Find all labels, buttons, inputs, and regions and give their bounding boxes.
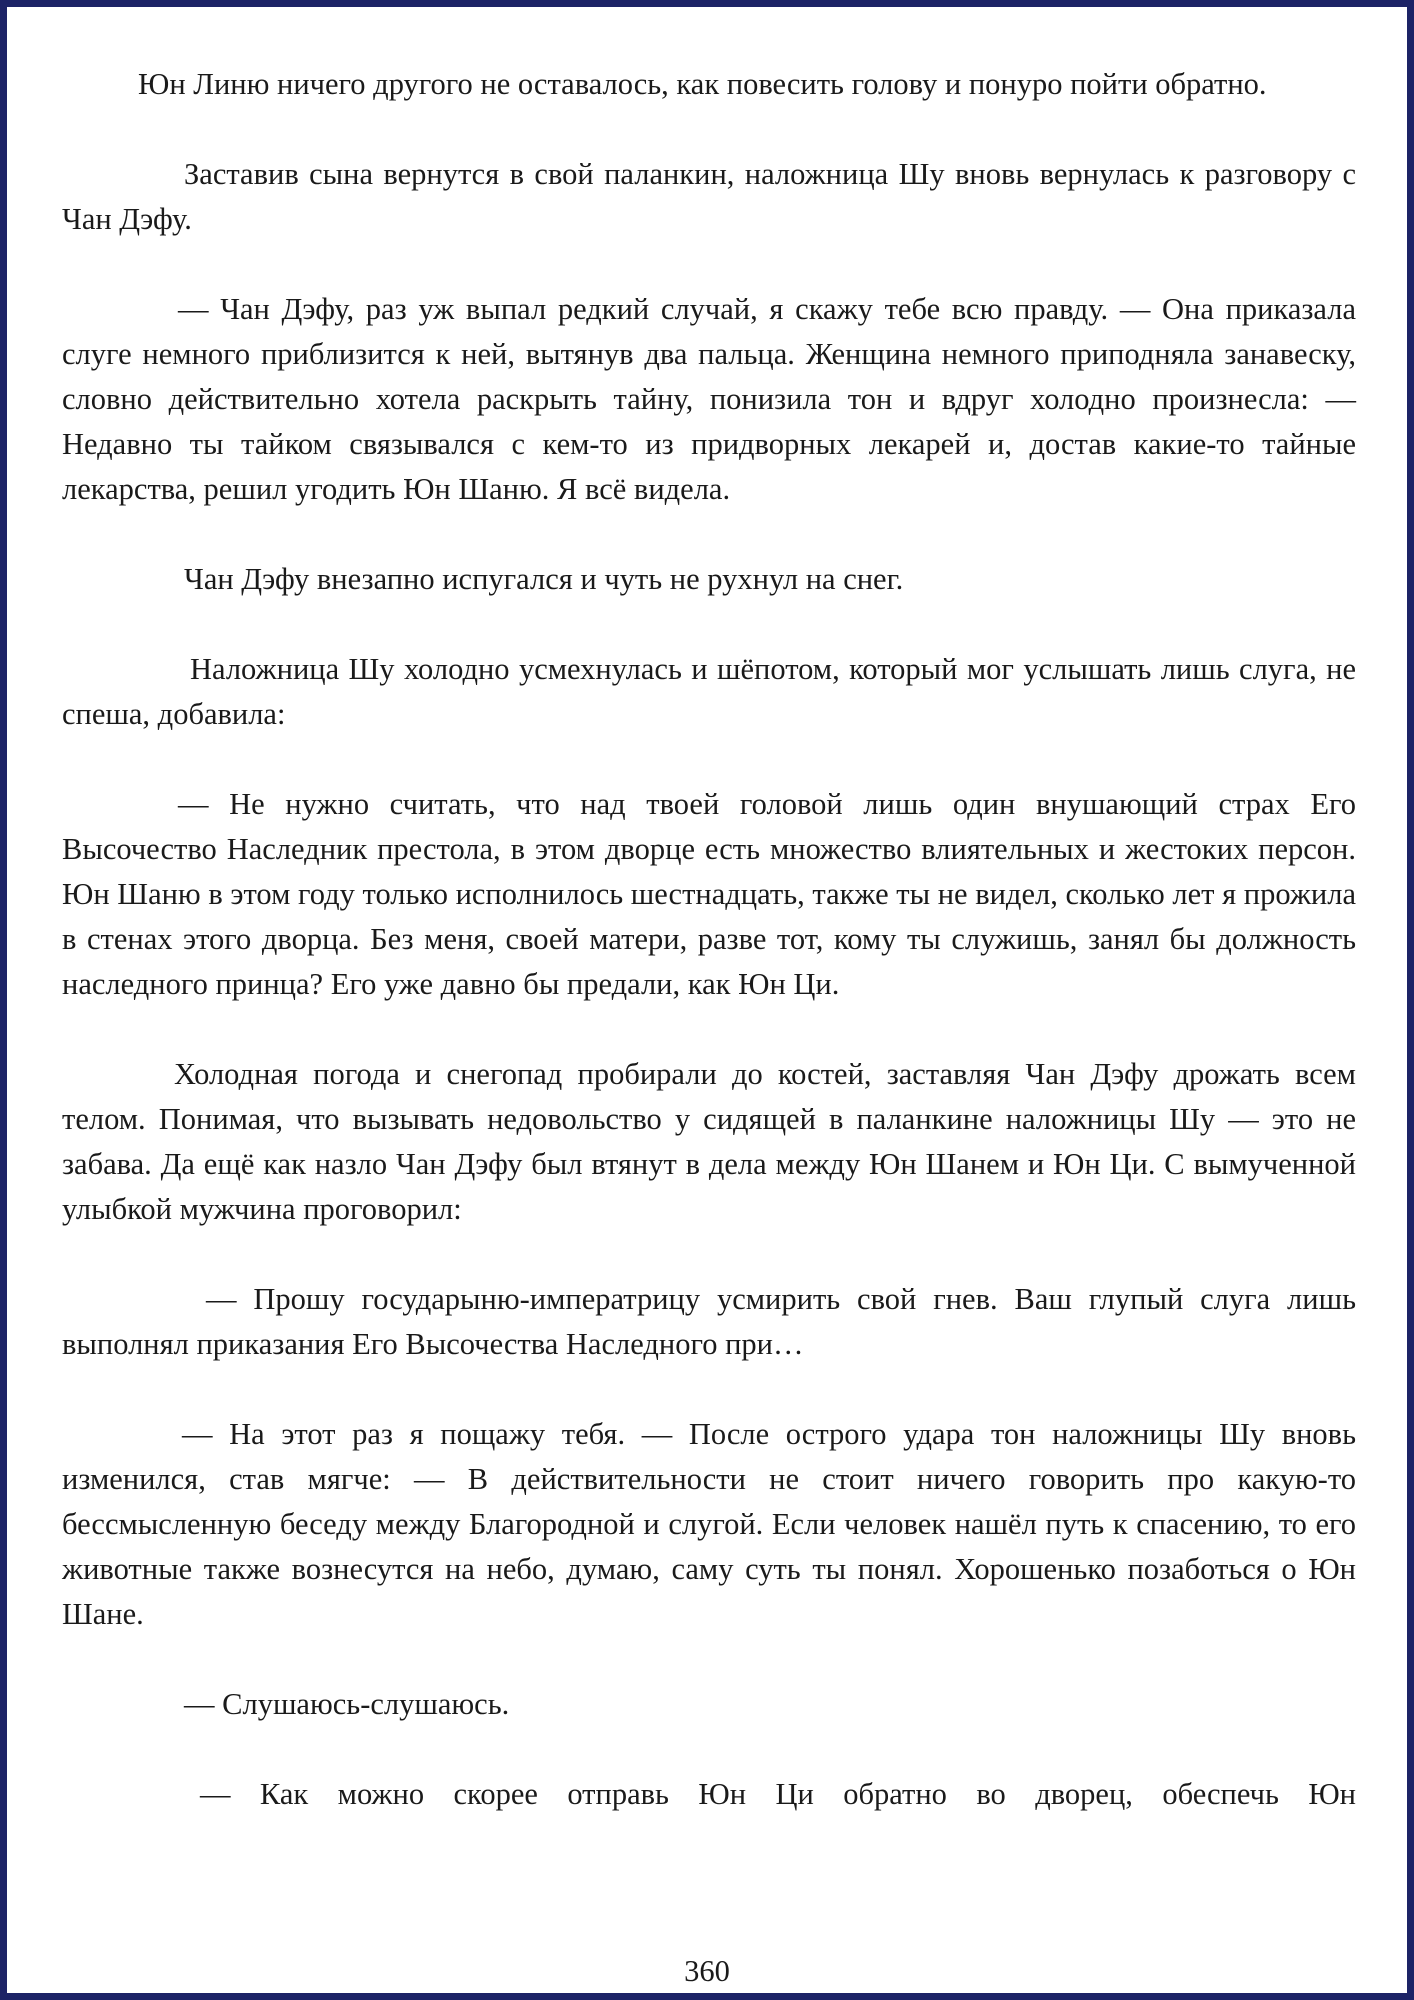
paragraph: Юн Линю ничего другого не оставалось, как повесить голову и понуро пойти обратно. [138,67,1267,101]
paragraph: — Не нужно считать, что над твоей головой лишь один внушающий страх Его Высочество Наследник престола, в этом дворце есть множество влиятельных и жестоких персон. Юн Шаню в этом году только исполнилось шестнадцать, также ты не видел, сколько лет я прожила в стенах этого дворца. Без меня, своей матери, разве тот, кому ты служишь, занял бы должность наследного принца? Его уже давно бы предали, как Юн Ци. [62,787,1356,1001]
paragraph: — На этот раз я пощажу тебя. — После острого удара тон наложницы Шу вновь изменился, став мягче: — В действительности не стоит ничего говорить про какую-то бессмысленную беседу между Благородной и слугой. Если человек нашёл путь к спасению, то его животные также вознесутся на небо, думаю, саму суть ты понял. Хорошенько позаботься о Юн Шане. [62,1417,1356,1631]
paragraph: — Чан Дэфу, раз уж выпал редкий случай, я скажу тебе всю правду. — Она приказала слуге немного приблизится к ней, вытянув два пальца. Женщина немного приподняла занавеску, словно действительно хотела раскрыть тайну, понизила тон и вдруг холодно произнесла: — Недавно ты тайком связывался с кем-то из придворных лекарей и, достав какие-то тайные лекарства, решил угодить Юн Шаню. Я всё видела. [62,292,1356,506]
paragraph: — Прошу государыню-императрицу усмирить свой гнев. Ваш глупый слуга лишь выполнял приказания Его Высочества Наследного при… [62,1282,1356,1361]
paragraph: — Слушаюсь-слушаюсь. [184,1687,510,1721]
document-body [62,62,1356,1817]
paragraph: Чан Дэфу внезапно испугался и чуть не рухнул на снег. [184,562,904,596]
paragraph: Холодная погода и снегопад пробирали до костей, заставляя Чан Дэфу дрожать всем телом. Понимая, что вызывать недовольство у сидящей в паланкине наложницы Шу — это не забава. Да ещё как назло Чан Дэфу был втянут в дела между Юн Шанем и Юн Ци. С вымученной улыбкой мужчина проговорил: [62,1057,1356,1226]
paragraph: — Как можно скорее отправь Юн Ци обратно во дворец, обеспечь Юн [200,1777,1356,1811]
page-number: 360 [684,1954,730,1988]
paragraph: Наложница Шу холодно усмехнулась и шёпотом, который мог услышать лишь слуга, не спеша, добавила: [62,652,1356,731]
paragraph: Заставив сына вернутся в свой паланкин, наложница Шу вновь вернулась к разговору с Чан Дэфу. [62,157,1356,236]
